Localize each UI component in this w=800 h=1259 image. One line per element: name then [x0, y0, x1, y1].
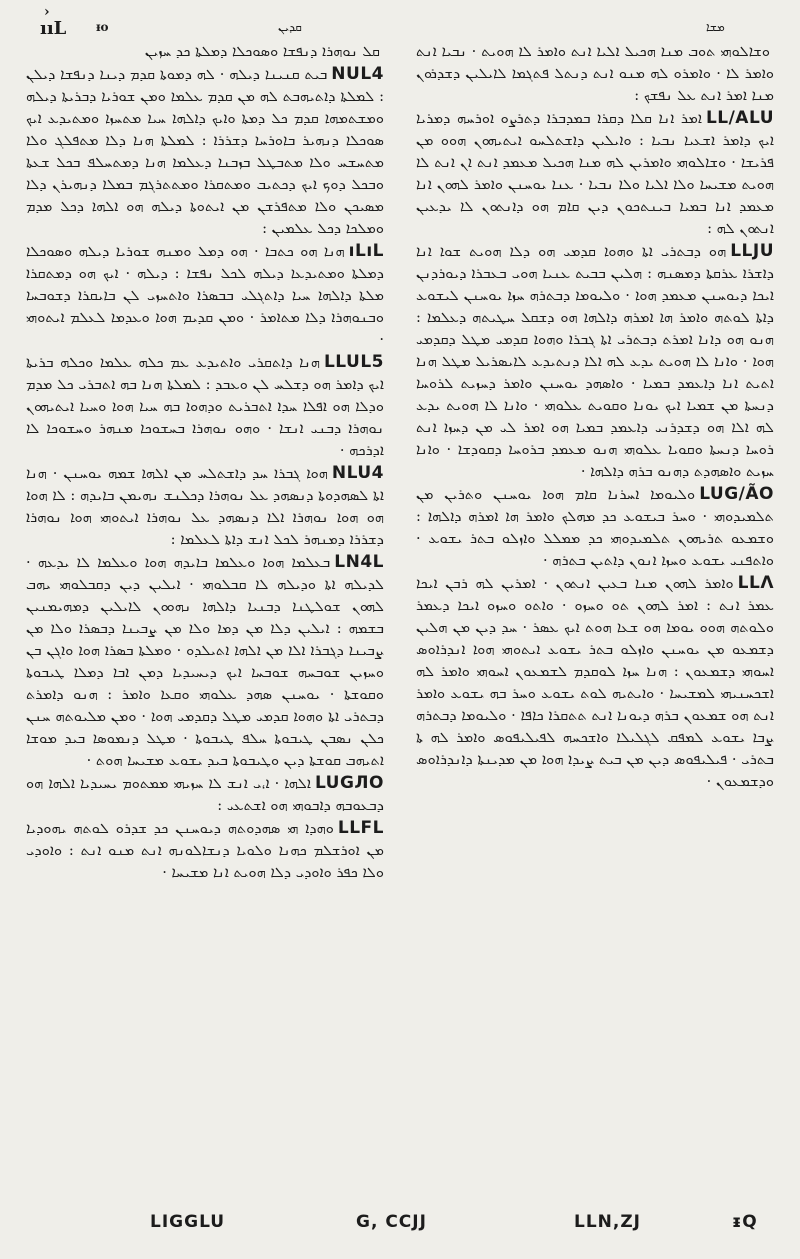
paragraph-text: ܘܐܡܪ ܠܗܘܢ ܡܢܐ ܒܥܝܢ ܐܢܬܘܢ · ܐܡܪܝܢ ܠܗ ܪܒܢ ܐܝܟܐ ܥܡܪ ܐܢܬ : ܐܡܪ ܠܗܘܢ ܬܘ ܘܚܙܘ · ܘܐܬܘ ܘܚܙܘ ܐܝܟܐ ܕܥܡܪ ܘܠܘܬܗ ܗܘܘ ܝܘܡܐ ܗܘ ܫܥܐ ܗܘܬ ܐܝܟ ܥܣܪ · ܚܕ ܕܝܢ ܡܢ ܗܠܝܢ ܕܫܡܥܘ ܡܢ ܝܘܚܢܢ ܘܐܙܠܘ ܒܬܪ ܝܫܘܥ ܐܝܬܘܗܝ ܗܘܐ ܐܢܕܪܐܘܣ ܐܚܘܗܝ ܕܫܡܥܘܢ : ܗܢܐ ܚܙܐ ܠܘܩܕܡ ܠܫܡܥܘܢ ܐܚܘܗܝ ܘܐܡܪ ܠܗ ܐܫܟܚܢܝܗܝ ܠܡܫܝܚܐ · ܘܐܝܬܝܗ ܠܘܬ ܝܫܘܥ ܘܚܪ ܒܗ ܝܫܘܥ ܘܐܡܪ ܐܢܬ ܗܘ ܫܡܥܘܢ ܒܪܗ ܕܝܘܢܐ ܐܢܬ ܬܬܩܪܐ ܟܐܦܐ · ܘܠܝܘܡܐ ܕܒܬܪܗ ܨܒܐ ܝܫܘܥ ܠܡܦܩ ܠܓܠܝܠܐ ܘܐܫܟܚܗ ܠܦܝܠܝܦܘܣ ܘܐܡܪ ܠܗ ܬܐ ܒܬܪܝ · ܦܝܠܝܦܘܣ ܕܝܢ ܡܢ ܒܝܬ ܨܝܕܐ ܗܘܐ ܡܢ ܡܕܝܢܬܐ ܕܐܢܕܪܐܘܣ ܘܕܫܡܥܘܢ ·: [416, 575, 774, 790]
margin-term: LLɅ: [737, 573, 774, 593]
paragraph: [416, 483, 774, 572]
paragraph-text: ܐܠܗܐ · ܐ،ܝ ܐܢܫ ܠܐ ܚܙܝܗܝ ܡܡܬܘܡ ܝܚܝܕܝܐ ܐܠܗܐ ܗܘ ܕܒܥܘܒܗ ܕܐܒܘܗܝ ܗܘ ܐܫܬܥܝ :: [26, 775, 384, 814]
paragraph: [416, 40, 774, 107]
margin-term: NUL4: [331, 64, 384, 84]
footer-catchword: G, CCJJ: [356, 1212, 427, 1232]
paragraph-text: ܐܡܪ ܐܢܐ ܩܠܐ ܕܩܪܐ ܒܡܕܒܪܐ ܕܬܪܨܘ ܐܘܪܚܗ ܕܡܪܝܐ ܐܝܟ ܕܐܡܪ ܐܫܥܝܐ ܢܒܝܐ : ܘܐܝܠܝܢ ܕܐܫܬܠܚܘ ܐܝܬܝܗܘܢ ܗܘܘ ܡܢ ܦܪܝܫܐ · ܘܫܐܠܘܗܝ ܘܐܡܪܝܢ ܠܗ ܡܢܐ ܗܟܝܠ ܡܥܡܕ ܐܢܬ ܐܢ ܐܢܬ ܠܐ ܗܘܝܬ ܡܫܝܚܐ ܘܠܐ ܐܠܝܐ ܘܠܐ ܢܒܝܐ · ܥܢܐ ܝܘܚܢܢ ܘܐܡܪ ܠܗܘܢ ܐܢܐ ܡܥܡܕ ܐܢܐ ܒܡܝܐ ܒܝܢܬܟܘܢ ܕܝܢ ܩܐܡ ܗܘ ܕܐܢܬܘܢ ܠܐ ܝܕܥܝܢ ܐܢܬܘܢ ܠܗ :: [416, 110, 774, 237]
top-mark: ›: [44, 4, 50, 20]
paragraph: [26, 40, 384, 63]
left-column: [26, 40, 384, 1190]
paragraph: [416, 107, 774, 240]
paragraph: [26, 551, 384, 772]
margin-term: ıLıL: [348, 241, 384, 261]
margin-term: LL/ALU: [705, 108, 774, 128]
paragraph: [26, 63, 384, 240]
paragraph: [416, 572, 774, 793]
paragraph: [26, 462, 384, 551]
paragraph-text: ܘܠܝܘܡܐ ܐܚܪܢܐ ܩܐܡ ܗܘܐ ܝܘܚܢܢ ܘܬܪܝܢ ܡܢ ܬܠܡܝܕܘܗܝ · ܘܚܪ ܒܝܫܘܥ ܟܕ ܡܗܠܟ ܘܐܡܪ ܗܐ ܐܡܪܗ ܕܐܠܗܐ : ܘܫܡܥܘ ܬܪܝܗܘܢ ܬܠܡܝܕܘܗܝ ܟܕ ܡܡܠܠ ܘܐܙܠܘ ܒܬܪ ܝܫܘܥ · ܘܐܬܦܢܝ ܝܫܘܥ ܘܚܙܐ ܐܢܘܢ ܕܐܬܝܢ ܒܬܪܗ ·: [416, 486, 774, 569]
paragraph: [26, 240, 384, 351]
paragraph-text: ܘܗܕܐ ܗܝ ܣܗܕܘܬܗ ܕܝܘܚܢܢ ܟܕ ܫܕܪܘ ܠܘܬܗ ܝܗܘܕܝܐ ܡܢ ܐܘܪܫܠܡ ܟܗܢܐ ܘܠܘܝܐ ܕܢܫܐܠܘܢܗ ܐܢܬ ܡܢܘ ܐܢܬ : ܘܐܘܕܝ ܘܠܐ ܟܦܪ ܘܐܘܕܝ ܕܠܐ ܗܘܝܬ ܐܢܐ ܡܫܝܚܐ ·: [26, 820, 384, 881]
paragraph: [26, 772, 384, 817]
paragraph: [416, 240, 774, 483]
margin-term: NLU4: [331, 463, 384, 483]
page-number: ııL: [40, 18, 67, 39]
paragraph-text: ܩܠ ܢܘܗܪܐ ܕܢܦܫܐ ܘܣܘܟܠܐ ܕܡܠܬܐ ܟܕ ܚܙܝܢ: [144, 43, 380, 60]
paragraph-text: ܗܢܐ ܕܐܬܩܪܝ ܘܐܬܝܕܥ ܥܡ ܟܠܗ ܥܠܡܐ ܘܟܠܗ ܒܪܝܬܐ ܐܝܟ ܕܐܡܪ ܗܘ ܕܫܠܚ ܠܢ ܘܥܒܕ : ܠܡܠܬܐ ܗܢܐ ܒܗ ܐܬܒܪܝ ܟܠ ܡܕܡ ܘܕܠܐ ܗܘ ܐܦܠܐ ܚܕܐ ܐܬܒܪܝܬ ܘܕܗܘܐ ܒܗ ܚܝܐ ܗܘܐ ܘܚܝܐ ܐܝܬܝܗܘܢ ܢܘܗܪܐ ܕܒܢܝ ܐܢܫܐ · ܘܗܘ ܢܘܗܪܐ ܒܚܫܘܟܐ ܡܢܗܪ ܘܚܫܘܟܐ ܠܐ ܐܕܪܟܗ ·: [26, 354, 384, 459]
margin-term: LLUL5: [323, 352, 384, 372]
running-head-left: ܩܕܝܢ: [278, 20, 302, 34]
text-columns: [26, 40, 774, 1190]
page-header: [26, 18, 774, 42]
margin-term: LLFL: [337, 818, 384, 838]
margin-term: LUGЛO: [314, 773, 384, 793]
margin-term: LUG/ÃO: [699, 484, 774, 504]
footer-catchword: LIGGLU: [150, 1212, 226, 1232]
paragraph-text: ܗܘ ܕܒܬܪܝ ܐܬܐ ܘܗܘܐ ܩܕܡܝ ܗܘ ܕܠܐ ܗܘܝܬ ܫܘܐ ܐܢܐ ܕܐܫܪܐ ܥܪܩܬܐ ܕܡܣܢܗ : ܗܠܝܢ ܒܒܝܬ ܥܢܝܐ ܗܘܝ ܒܥܒܪܐ ܕܝܘܪܕܢܢ ܐܝܟܐ ܕܝܘܚܢܢ ܡܥܡܕ ܗܘܐ · ܘܠܝܘܡܐ ܕܒܬܪܗ ܚܙܐ ܝܘܚܢܢ ܠܝܫܘܥ ܕܐܬܐ ܠܘܬܗ ܘܐܡܪ ܗܐ ܐܡܪܗ ܕܐܠܗܐ ܗܘ ܕܫܩܠ ܚܛܝܬܗ ܕܥܠܡܐ : ܗܢܘ ܗܘ ܕܐܢܐ ܐܡܪܬ ܕܒܬܪܝ ܐܬܐ ܓܒܪܐ ܘܗܘܐ ܩܕܡܝ ܡܛܠ ܕܩܕܡܝ ܗܘܐ · ܘܐܢܐ ܠܐ ܗܘܝܬ ܝܕܥ ܠܗ ܐܠܐ ܕܢܬܝܕܥ ܠܐܝܣܪܝܠ ܡܛܠ ܗܢܐ ܐܬܝܬ ܐܢܐ ܕܐܥܡܕ ܒܡܝܐ · ܘܐܣܗܕ ܝܘܚܢܢ ܘܐܡܪ ܕܚܙܝܬ ܠܪܘܚܐ ܕܢܚܬܐ ܡܢ ܫܡܝܐ ܐܝܟ ܝܘܢܐ ܘܩܘܝܬ ܥܠܘܗܝ · ܘܐܢܐ ܠܐ ܗܘܝܬ ܝܕܥ ܠܗ ܐܠܐ ܗܘ ܕܫܕܪܢܝ ܕܐܥܡܕ ܒܡܝܐ ܗܘ ܐܡܪ ܠܝ ܡܢ ܕܚܙܐ ܐܢܬ ܪܘܚܐ ܕܢܚܬܐ ܘܩܘܝܐ ܥܠܘܗܝ ܗܢܘ ܡܥܡܕ ܒܪܘܚܐ ܕܩܘܕܫܐ · ܘܐܢܐ ܚܙܝܬ ܘܐܣܗܕܬ ܕܗܢܘ ܒܪܗ ܕܐܠܗܐ ·: [416, 243, 774, 480]
paragraph-text: ܗܘܐ ܓܒܪܐ ܚܕ ܕܐܫܬܠܚ ܡܢ ܐܠܗܐ ܫܡܗ ܝܘܚܢܢ · ܗܢܐ ܐܬܐ ܠܣܗܕܘܬܐ ܕܢܣܗܕ ܥܠ ܢܘܗܪܐ ܕܟܠܢܫ ܢܗܝܡܢ ܒܐܝܕܗ : ܠܐ ܗܘܐ ܗܘ ܗܘܐ ܢܘܗܪܐ ܐܠܐ ܕܢܣܗܕ ܥܠ ܢܘܗܪܐ ܐܝܬܘܗܝ ܗܘܐ ܢܘܗܪܐ ܕܫܪܪܐ ܕܡܢܗܪ ܠܟܠ ܐܢܫ ܕܐܬܐ ܠܥܠܡܐ :: [26, 465, 384, 548]
paragraph-text: ܗܢܐ ܗܘ ܟܬܒܐ · ܗܘ ܕܡܠ ܘܡܢܗ ܫܘܪܝܐ ܕܝܠܗ ܘܣܘܟܠܐ ܕܡܠܬܐ ܘܡܬܝܕܥܐ ܕܝܠܗ ܠܟܠ ܢܦܫܐ : ܕܝܠܗ · ܐܝܟ ܗܘ ܕܡܬܩܪܐ ܡܠܬܐ ܕܐܠܗܐ ܚܝܐ ܕܐܬܓܠܝ ܒܒܣܪܐ ܘܐܬܚܙܝ ܠܢ ܒܐܝܩܪܐ ܕܫܘܒܚܐ ܘܒܢܘܗܪܐ ܕܠܐ ܡܬܐܡܪ · ܘܡܢ ܩܕܝܡ ܗܘܐ ܘܥܕܡܐ ܠܥܠܡ ܐܝܬܘܗܝ ·: [26, 243, 384, 348]
paragraph-text: ܒܥܠܡܐ ܗܘܐ ܘܥܠܡܐ ܒܐܝܕܗ ܗܘܐ ܘܥܠܡܐ ܠܐ ܝܕܥܗ · ܠܕܝܠܗ ܐܬܐ ܘܕܝܠܗ ܠܐ ܩܒܠܘܗܝ · ܐܝܠܝܢ ܕܝܢ ܕܩܒܠܘܗܝ ܝܗܒ ܠܗܘܢ ܫܘܠܛܢܐ ܕܒܢܝܐ ܕܐܠܗܐ ܢܗܘܘܢ ܠܐܝܠܝܢ ܕܡܗܝܡܢܝܢ ܒܫܡܗ : ܐܝܠܝܢ ܕܠܐ ܡܢ ܕܡܐ ܘܠܐ ܡܢ ܨܒܝܢܐ ܕܒܣܪܐ ܘܠܐ ܡܢ ܨܒܝܢܐ ܕܓܒܪܐ ܐܠܐ ܡܢ ܐܠܗܐ ܐܬܝܠܕܘ · ܘܡܠܬܐ ܒܣܪܐ ܗܘܐ ܘܐܓܢ ܒܢ ܘܚܙܝܢ ܫܘܒܚܗ ܫܘܒܚܐ ܐܝܟ ܕܝܚܝܕܝܐ ܕܡܢ ܐܒܐ ܕܡܠܐ ܛܝܒܘܬܐ ܘܩܘܫܬܐ · ܝܘܚܢܢ ܣܗܕ ܥܠܘܗܝ ܘܩܥܐ ܘܐܡܪ : ܗܢܘ ܕܐܡܪܬ ܕܒܬܪܝ ܐܬܐ ܘܗܘܐ ܩܕܡܝ ܡܛܠ ܕܩܕܡܝ ܗܘܐ · ܘܡܢ ܡܠܝܘܬܗ ܚܢܢ ܟܠܢ ܢܣܒܢ ܛܝܒܘܬܐ ܚܠܦ ܛܝܒܘܬܐ · ܡܛܠ ܕܢܡܘܣܐ ܒܝܕ ܡܘܫܐ ܐܬܝܗܒ ܩܘܫܬܐ ܕܝܢ ܘܛܝܒܘܬܐ ܒܝܕ ܝܫܘܥ ܡܫܝܚܐ ܗܘܬ ·: [26, 554, 384, 769]
page-marker: ᵻo: [96, 20, 109, 34]
paragraph-text: ܘܫܐܠܘܗܝ ܬܘܒ ܡܢܐ ܗܟܝܠ ܐܠܝܐ ܐܢܬ ܘܐܡܪ ܠܐ ܗܘܝܬ · ܢܒܝܐ ܐܢܬ ܘܐܡܪ ܠܐ · ܘܐܡܪܘ ܠܗ ܡܢܘ ܐܢܬ ܕܢܬܠ ܦܬܓܡܐ ܠܐܝܠܝܢ ܕܫܕܪܘܢ ܡܢܐ ܐܡܪ ܐܢܬ ܥܠ ܢܦܫܟ :: [416, 43, 774, 104]
margin-term: LLJU: [730, 241, 774, 261]
margin-term: LN4L: [334, 552, 384, 572]
footer-catchword: LLN,ZJ: [574, 1212, 642, 1232]
paragraph: [26, 817, 384, 884]
paragraph-text: ܒܝܬ ܩܢܝܢܐ ܕܝܠܗ · ܠܗ ܕܡܘܬܐ ܩܕܡ ܕܝܢܐ ܕܢܦܫܐ ܕܝܠܢ : ܠܡܠܬܐ ܕܐܬܝܗܒܬ ܠܗ ܡܢ ܩܕܡ ܥܠܡܐ ܘܡܢ ܫܘܪܝܐ ܕܒܪܝܬܐ ܕܝܠܗ ܘܡܫܬܡܗܐ ܩܕܡ ܟܠ ܕܡܬܐ ܘܐܝܟ ܕܐܠܗܐ ܚܝܐ ܡܬܚܙܐ ܘܡܬܝܕܥ ܐܝܟ ܣܘܟܠܐ ܕܢܗܝܪ ܒܐܘܪܚܐ ܕܫܪܪܐ : ܠܡܠܬܐ ܗܢܐ ܕܠܐ ܡܬܦܠܓ ܘܠܐ ܡܬܚܫܚ ܘܠܐ ܡܬܒܛܠ ܒܙܒܢܐ ܕܥܠܡܐ ܗܢܐ ܕܡܬܚܠܦ ܒܟܠ ܫܥܬܐ ܘܒܟܠ ܕܘܟ ܐܝܟ ܕܟܬܝܒ ܘܡܬܩܪܐ ܘܡܬܬܪܓܡ ܒܡܠܐ ܕܢܗܝܪܢ ܕܠܐ ܡܣܝܟܢ ܘܠܐ ܡܬܦܪܫܢ ܡܢ ܐܝܬܘܬܐ ܕܝܠܗ ܗܘ ܐܠܗܐ ܕܟܠ ܡܕܡ ܘܡܠܟܐ ܕܟܠ ܥܠܡܝܢ :: [26, 66, 384, 237]
footer-catchword: ᵻQ: [732, 1212, 758, 1232]
page-footer: [26, 1212, 774, 1242]
paragraph: [26, 351, 384, 462]
running-head-right: ܡܫܐ: [706, 20, 725, 34]
right-column: [416, 40, 774, 1190]
